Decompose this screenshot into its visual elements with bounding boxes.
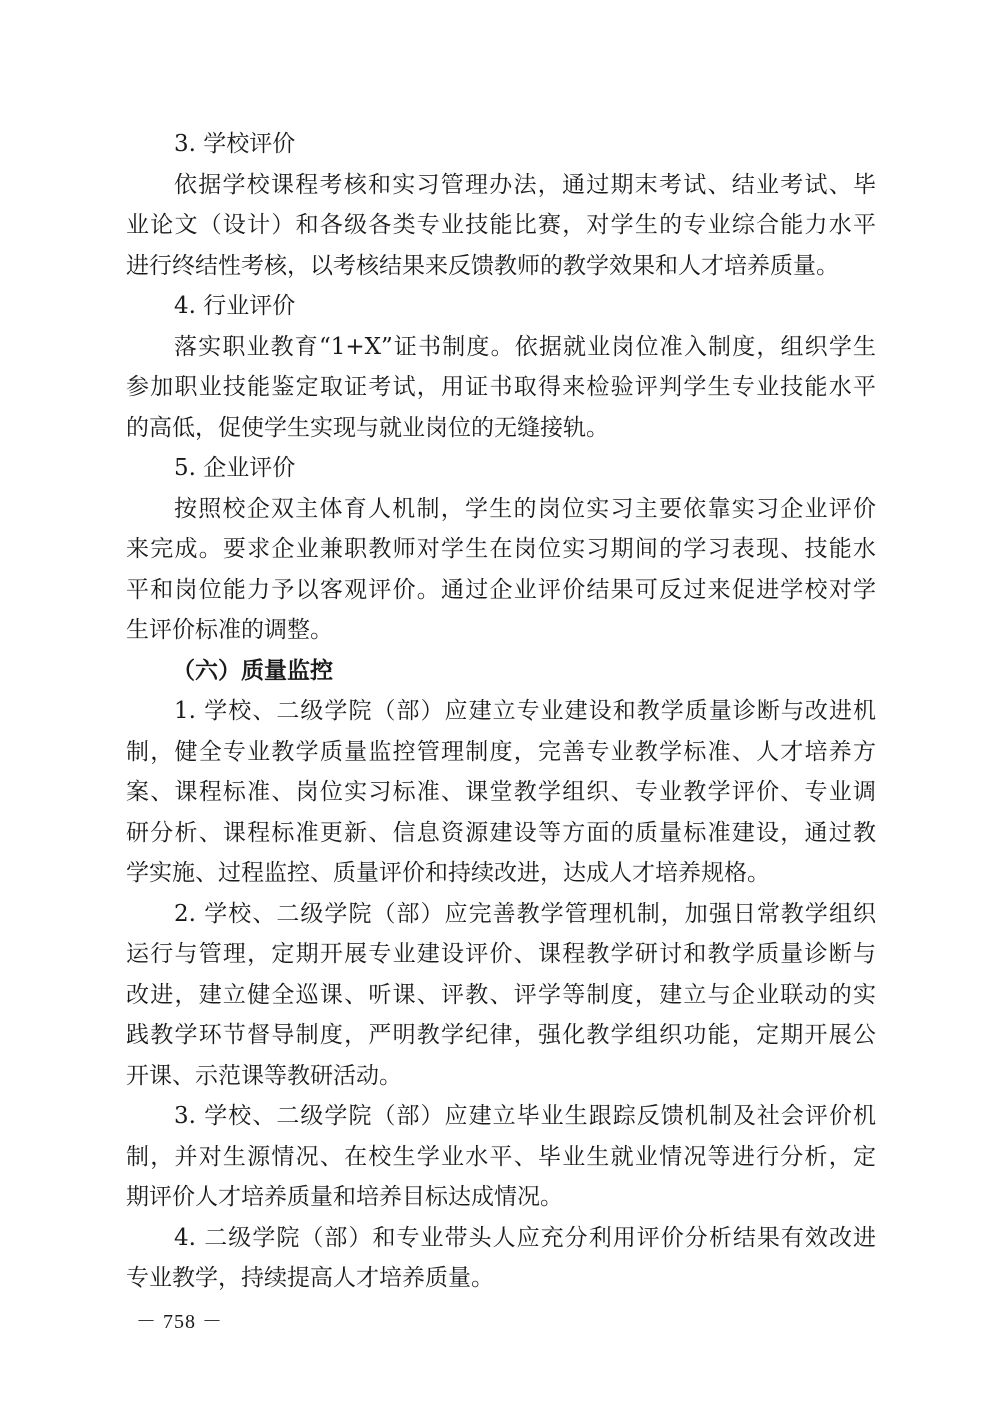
page-number: － 758 － [136, 1311, 223, 1333]
section-heading-quality-monitoring: （六）质量监控 [172, 657, 333, 684]
paragraph-line: 生评价标准的调整。 [126, 617, 333, 643]
paragraph-line: 改进，建立健全巡课、听课、评教、评学等制度，建立与企业联动的实 [126, 981, 876, 1008]
section-heading-school-evaluation: 3. 学校评价 [174, 131, 296, 157]
paragraph-line: 2. 学校、二级学院（部）应完善教学管理机制，加强日常教学组织 [174, 900, 876, 927]
paragraph-line: 研分析、课程标准更新、信息资源建设等方面的质量标准建设，通过教 [126, 819, 876, 846]
paragraph-line: 按照校企双主体育人机制，学生的岗位实习主要依靠实习企业评价 [174, 495, 876, 522]
paragraph-line: 学实施、过程监控、质量评价和持续改进，达成人才培养规格。 [126, 860, 770, 886]
paragraph-line: 制，健全专业教学质量监控管理制度，完善专业教学标准、人才培养方 [126, 738, 876, 765]
paragraph-line: 1. 学校、二级学院（部）应建立专业建设和教学质量诊断与改进机 [174, 698, 876, 724]
paragraph-line: 业论文（设计）和各级各类专业技能比赛，对学生的专业综合能力水平 [126, 212, 876, 238]
paragraph-line: 3. 学校、二级学院（部）应建立毕业生跟踪反馈机制及社会评价机 [174, 1103, 876, 1129]
paragraph-line: 践教学环节督导制度，严明教学纪律，强化教学组织功能，定期开展公 [126, 1022, 876, 1048]
paragraph-line: 依据学校课程考核和实习管理办法，通过期末考试、结业考试、毕 [174, 171, 876, 198]
paragraph-line: 案、课程标准、岗位实习标准、课堂教学组织、专业教学评价、专业调 [126, 779, 876, 805]
section-heading-industry-evaluation: 4. 行业评价 [174, 293, 296, 319]
paragraph-line: 制，并对生源情况、在校生学业水平、毕业生就业情况等进行分析，定 [126, 1143, 876, 1170]
paragraph-line: 来完成。要求企业兼职教师对学生在岗位实习期间的学习表现、技能水 [126, 536, 876, 562]
paragraph-line: 运行与管理，定期开展专业建设评价、课程教学研讨和教学质量诊断与 [126, 941, 876, 967]
document-body [126, 124, 876, 1299]
paragraph-line: 期评价人才培养质量和培养目标达成情况。 [126, 1184, 563, 1210]
paragraph-line: 4. 二级学院（部）和专业带头人应充分利用评价分析结果有效改进 [174, 1224, 876, 1251]
section-heading-enterprise-evaluation: 5. 企业评价 [174, 455, 296, 481]
paragraph-line: 开课、示范课等教研活动。 [126, 1062, 402, 1089]
paragraph-line: 专业教学，持续提高人才培养质量。 [126, 1265, 494, 1291]
paragraph-line: 的高低，促使学生实现与就业岗位的无缝接轨。 [126, 414, 609, 441]
paragraph-line: 进行终结性考核，以考核结果来反馈教师的教学效果和人才培养质量。 [126, 252, 839, 279]
paragraph-line: 落实职业教育“1+X”证书制度。依据就业岗位准入制度，组织学生 [174, 333, 876, 360]
paragraph-line: 参加职业技能鉴定取证考试，用证书取得来检验评判学生专业技能水平 [126, 374, 876, 400]
paragraph-line: 平和岗位能力予以客观评价。通过企业评价结果可反过来促进学校对学 [126, 576, 876, 603]
